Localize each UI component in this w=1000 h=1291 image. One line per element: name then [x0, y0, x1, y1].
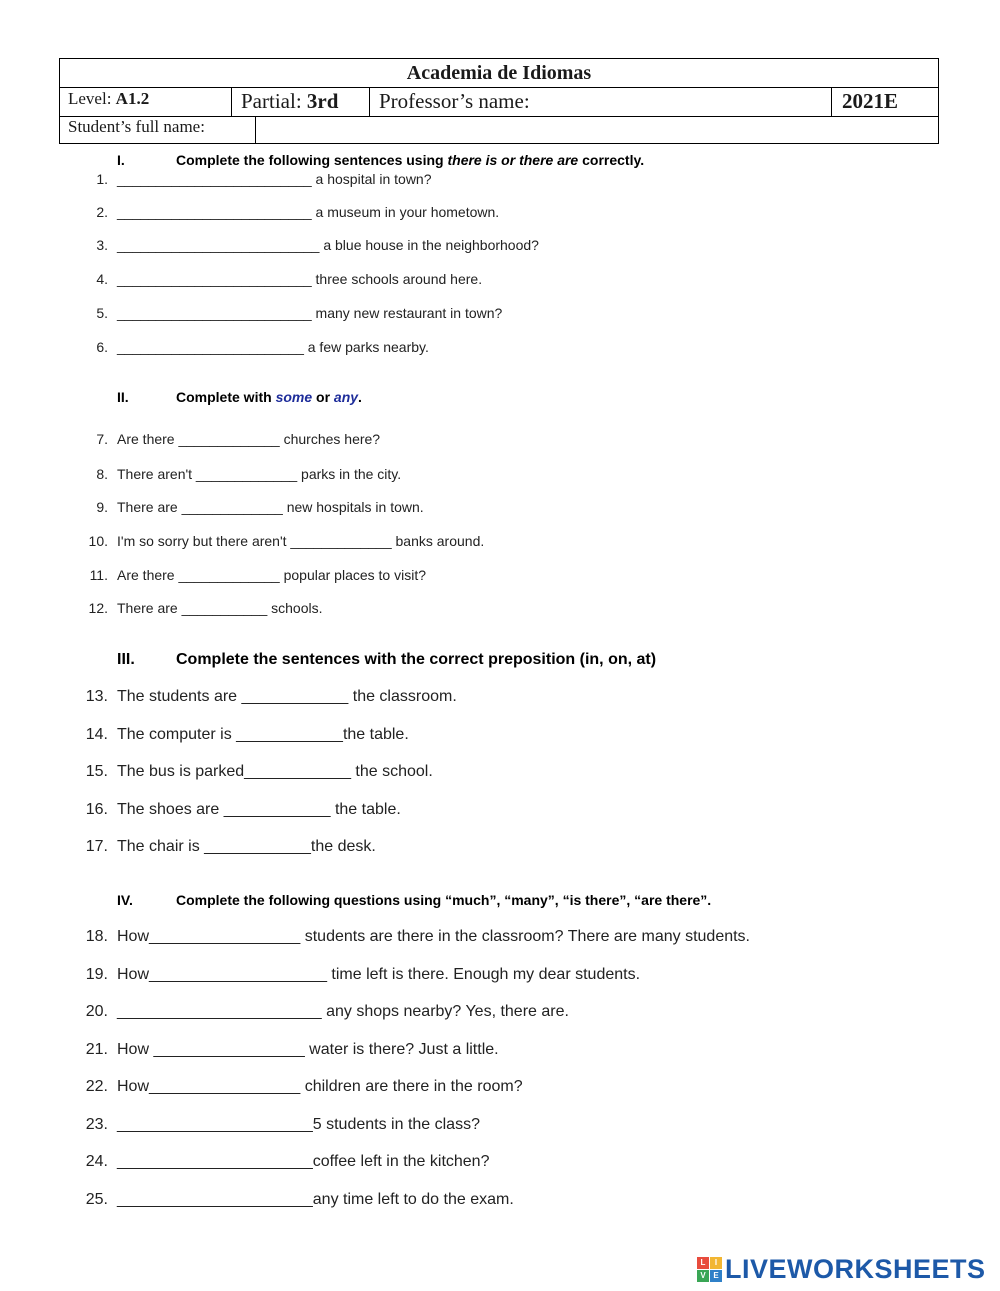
question-text[interactable]: _________________________ a museum in your hometown.	[117, 204, 500, 220]
header-table	[59, 58, 939, 144]
question-text[interactable]: The shoes are ____________ the table.	[117, 801, 401, 818]
question-text[interactable]: _______________________ any shops nearby? Yes, there are.	[117, 1003, 569, 1020]
question-text[interactable]: The students are ____________ the classroom.	[117, 688, 457, 705]
logo-text: LIVEWORKSHEETS	[725, 1253, 986, 1284]
question-number: 15.	[85, 763, 108, 780]
question-text[interactable]: How _________________ water is there? Just a little.	[117, 1041, 499, 1058]
professor-label: Professor’s name:	[379, 89, 530, 113]
student-row	[60, 116, 938, 143]
question-text[interactable]: The computer is ____________the table.	[117, 726, 409, 743]
partial-label: Partial:	[241, 89, 302, 113]
question-number: 18.	[85, 928, 108, 945]
question-number: 5.	[96, 305, 108, 321]
section-title: Complete the sentences with the correct preposition (in, on, at)	[176, 651, 657, 668]
question-text[interactable]: ______________________any time left to do the exam.	[117, 1191, 514, 1208]
question-number: 16.	[85, 801, 108, 818]
question-number: 19.	[85, 966, 108, 983]
question-text[interactable]: There aren't _____________ parks in the city.	[117, 466, 402, 482]
question-number: 11.	[89, 567, 108, 583]
question-number: 17.	[85, 838, 108, 855]
student-label: Student’s full name:	[60, 116, 256, 143]
question-number: 4.	[96, 271, 108, 287]
question-number: 24.	[85, 1153, 108, 1170]
question-number: 9.	[96, 499, 108, 515]
level-cell	[60, 87, 232, 116]
section-title: Complete the following questions using “much”, “many”, “is there”, “are there”.	[176, 892, 712, 908]
section-number: IV.	[117, 892, 133, 908]
liveworksheets-icon: L I V E	[697, 1257, 722, 1282]
header-row	[60, 87, 938, 117]
question-text[interactable]: Are there _____________ churches here?	[117, 431, 381, 447]
question-number: 12.	[88, 600, 108, 616]
section-title: Complete with some or any.	[176, 389, 362, 405]
student-name-field[interactable]	[256, 116, 940, 143]
section-number: III.	[117, 651, 135, 668]
question-text[interactable]: The chair is ____________the desk.	[117, 838, 376, 855]
question-text[interactable]: __________________________ a blue house in the neighborhood?	[117, 237, 539, 253]
partial-cell	[232, 87, 370, 116]
professor-cell[interactable]	[370, 87, 832, 116]
question-number: 22.	[85, 1078, 108, 1095]
school-name: Academia de Idiomas	[60, 59, 938, 88]
question-number: 1.	[96, 171, 108, 187]
question-number: 6.	[96, 339, 108, 355]
question-number: 20.	[85, 1003, 108, 1020]
question-number: 14.	[85, 726, 108, 743]
question-number: 8.	[96, 466, 108, 482]
question-number: 10.	[88, 533, 108, 549]
level-value: A1.2	[115, 89, 150, 108]
question-text[interactable]: _________________________ many new restaurant in town?	[117, 305, 503, 321]
level-label: Level:	[68, 89, 112, 108]
question-number: 13.	[85, 688, 108, 705]
exam-code: 2021E	[842, 89, 899, 113]
question-number: 3.	[96, 237, 108, 253]
question-number: 2.	[96, 204, 108, 220]
question-text[interactable]: Are there _____________ popular places to visit?	[117, 567, 426, 583]
question-text[interactable]: ______________________5 students in the class?	[117, 1116, 480, 1133]
section-title: Complete the following sentences using there is or there are correctly.	[176, 152, 645, 168]
question-text[interactable]: I'm so sorry but there aren't _____________ banks around.	[117, 533, 485, 549]
question-text[interactable]: There are ___________ schools.	[117, 600, 323, 616]
question-text[interactable]: How_________________ children are there in the room?	[117, 1078, 523, 1095]
partial-value: 3rd	[306, 89, 339, 113]
question-text[interactable]: There are _____________ new hospitals in town.	[117, 499, 424, 515]
question-text[interactable]: ______________________coffee left in the kitchen?	[117, 1153, 490, 1170]
section-number: II.	[117, 389, 129, 405]
question-number: 21.	[85, 1041, 108, 1058]
question-number: 7.	[96, 431, 108, 447]
section-number: I.	[117, 152, 125, 168]
question-text[interactable]: _________________________ three schools around here.	[117, 271, 483, 287]
question-number: 23.	[85, 1116, 108, 1133]
question-text[interactable]: ________________________ a few parks nearby.	[117, 339, 429, 355]
question-text[interactable]: How____________________ time left is there. Enough my dear students.	[117, 966, 641, 983]
liveworksheets-logo	[697, 1254, 986, 1284]
question-number: 25.	[85, 1191, 108, 1208]
question-text[interactable]: The bus is parked____________ the school.	[117, 763, 433, 780]
question-text[interactable]: How_________________ students are there in the classroom? There are many students.	[117, 928, 750, 945]
question-text[interactable]: _________________________ a hospital in town?	[117, 171, 432, 187]
